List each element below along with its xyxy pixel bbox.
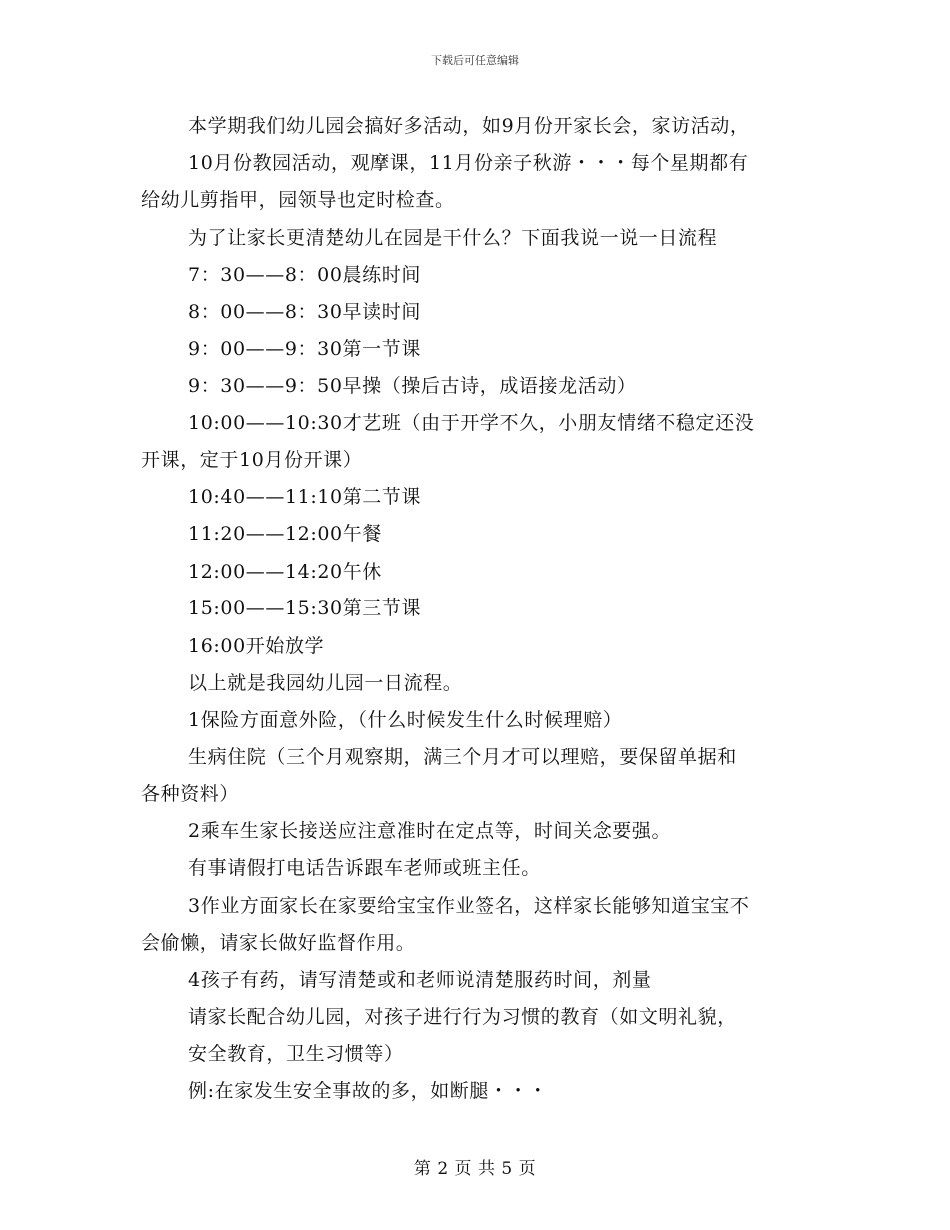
paragraph-line: 有事请假打电话告诉跟车老师或班主任。	[188, 857, 541, 879]
paragraph-line: 10月份教园活动，观摩课，11月份亲子秋游・・・每个星期都有	[188, 152, 749, 174]
paragraph-line: 2乘车生家长接送应注意准时在定点等，时间关念要强。	[188, 820, 672, 842]
schedule-item: 10:00——10:30才艺班（由于开学不久，小朋友情绪不稳定还没	[188, 412, 755, 434]
paragraph-line: 安全教育，卫生习惯等）	[188, 1043, 404, 1065]
paragraph-line: 本学期我们幼儿园会搞好多活动，如9月份开家长会，家访活动，	[188, 115, 750, 137]
paragraph-line: 会偷懒，请家长做好监督作用。	[141, 932, 416, 954]
paragraph-line: 为了让家长更清楚幼儿在园是干什么？下面我说一说一日流程	[188, 227, 718, 249]
paragraph-line: 生病住院（三个月观察期，满三个月才可以理赔，要保留单据和	[188, 746, 737, 768]
paragraph-line: 4孩子有药，请写清楚或和老师说清楚服药时间，剂量	[188, 969, 652, 991]
schedule-item: 15:00——15:30第三节课	[188, 597, 422, 619]
schedule-item: 11:20——12:00午餐	[188, 523, 382, 545]
page-header: 下载后可任意编辑	[431, 54, 519, 67]
paragraph-line: 各种资料）	[141, 783, 240, 805]
schedule-item: 7：30——8：00晨练时间	[188, 264, 421, 286]
paragraph-line: 3作业方面家长在家要给宝宝作业签名，这样家长能够知道宝宝不	[188, 895, 750, 917]
schedule-item: 12:00——14:20午休	[188, 561, 382, 583]
paragraph-line: 请家长配合幼儿园，对孩子进行行为习惯的教育（如文明礼貌，	[188, 1006, 737, 1028]
schedule-item: 16:00开始放学	[188, 635, 325, 657]
schedule-item: 开课，定于10月份开课）	[141, 449, 363, 471]
paragraph-line: 1保险方面意外险，（什么时候发生什么时候理赔）	[188, 709, 623, 731]
paragraph-line: 以上就是我园幼儿园一日流程。	[188, 672, 463, 694]
page-footer: 第 2 页 共 5 页	[413, 1159, 537, 1179]
schedule-item: 9：30——9：50早操（操后古诗，成语接龙活动）	[188, 375, 637, 397]
schedule-item: 9：00——9：30第一节课	[188, 338, 421, 360]
paragraph-line: 给幼儿剪指甲，园领导也定时检查。	[141, 189, 455, 211]
schedule-item: 8：00——8：30早读时间	[188, 301, 421, 323]
paragraph-line: 例:在家发生安全事故的多，如断腿・・・	[188, 1080, 548, 1102]
schedule-item: 10:40——11:10第二节课	[188, 486, 422, 508]
